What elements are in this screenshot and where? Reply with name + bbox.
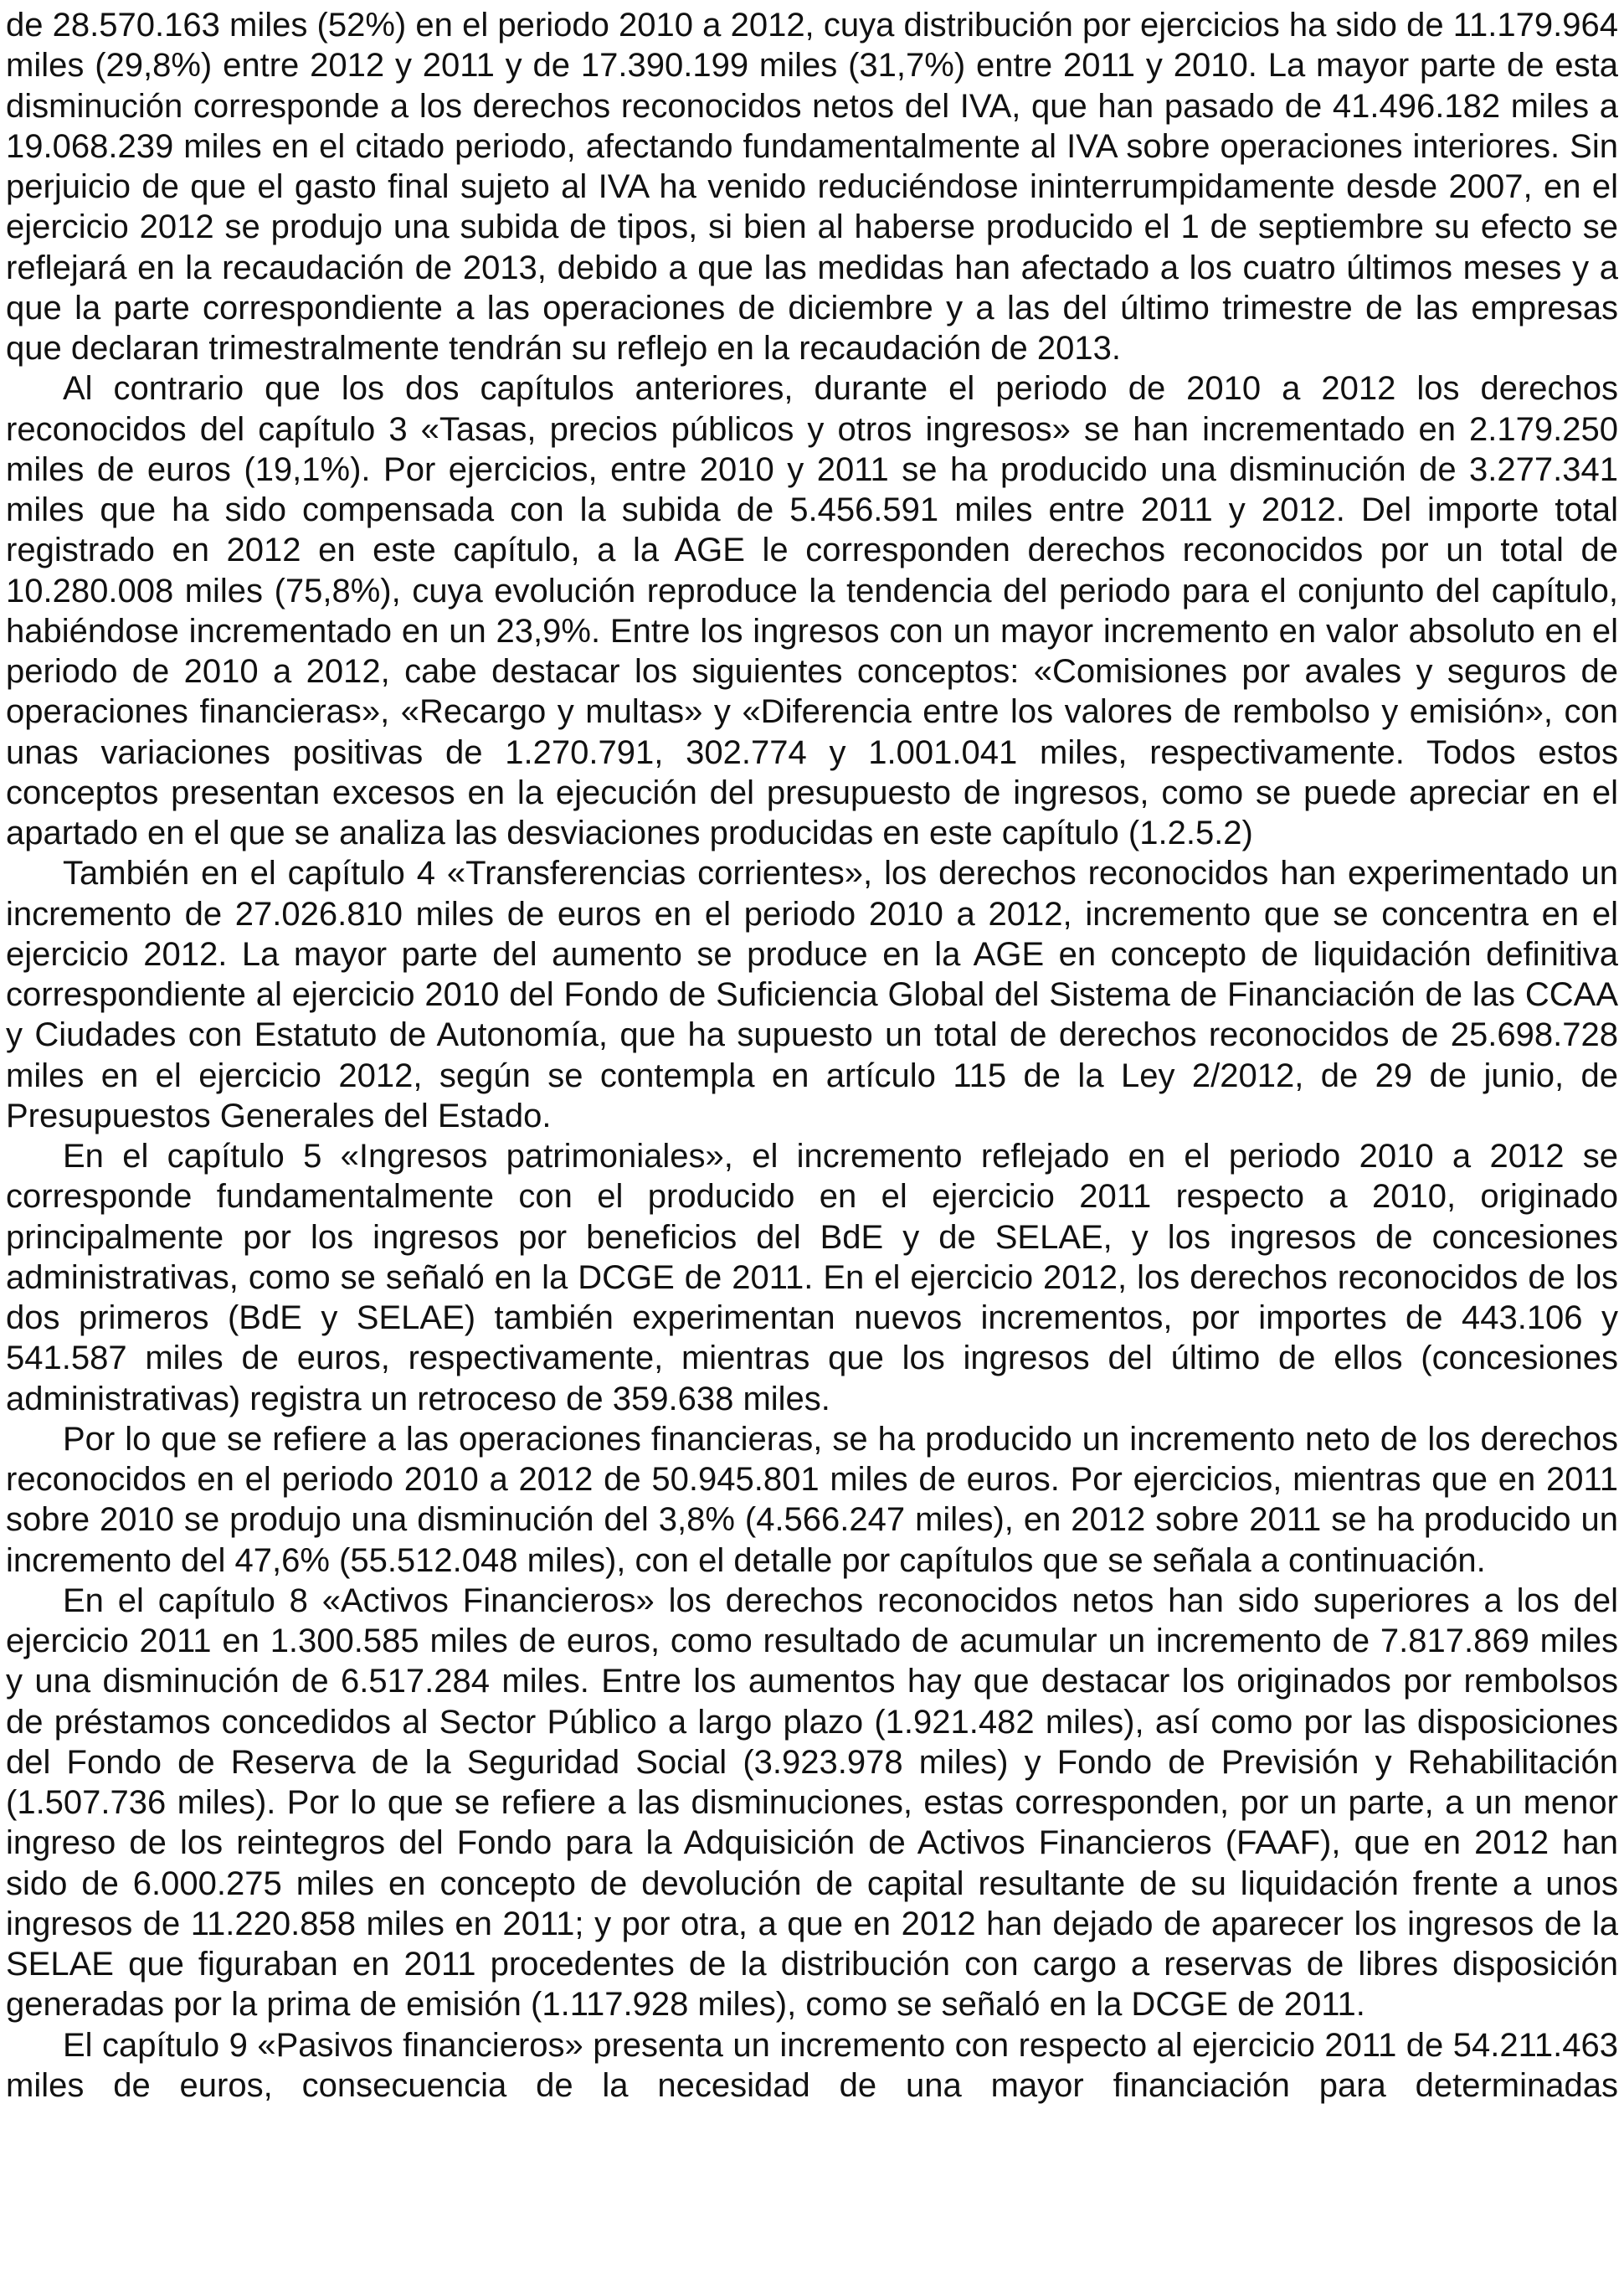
paragraph-chapter-9-liabilities: El capítulo 9 «Pasivos financieros» presenta un incremento con respecto al ejercicio 2011 de 54.211.463 miles de euros, consecuencia de la necesidad de una mayor financiación para determinadas: [6, 2026, 1618, 2104]
paragraph-chapter-3-fees: Al contrario que los dos capítulos anteriores, durante el periodo de 2010 a 2012 los derechos reconocidos del capítulo 3 «Tasas, precios públicos y otros ingresos» se han incrementado en 2.179.250 miles de euros (19,1%). Por ejercicios, entre 2010 y 2011 se ha producido una disminución de 3.277.341 miles que ha sido compensada con la subida de 5.456.591 miles entre 2011 y 2012. Del importe total registrado en 2012 en este capítulo, a la AGE le corresponden derechos reconocidos por un total de 10.280.008 miles (75,8%), cuya evolución reproduce la tendencia del periodo para el conjunto del capítulo, habiéndose incrementado en un 23,9%. Entre los ingresos con un mayor incremento en valor absoluto en el periodo de 2010 a 2012, cabe destacar los siguientes conceptos: «Comisiones por avales y seguros de operaciones financieras», «Recargo y multas» y «Diferencia entre los valores de rembolso y emisión», con unas variaciones positivas de 1.270.791, 302.774 y 1.001.041 miles, respectivamente. Todos estos conceptos presentan excesos en la ejecución del presupuesto de ingresos, como se puede apreciar en el apartado en el que se analiza las desviaciones producidas en este capítulo (1.2.5.2): [6, 370, 1618, 851]
paragraph-chapter-4-transfers: También en el capítulo 4 «Transferencias corrientes», los derechos reconocidos han experimentado un incremento de 27.026.810 miles de euros en el periodo 2010 a 2012, incremento que se concentra en el ejercicio 2012. La mayor parte del aumento se produce en la AGE en concepto de liquidación definitiva correspondiente al ejercicio 2010 del Fondo de Suficiencia Global del Sistema de Financiación de las CCAA y Ciudades con Estatuto de Autonomía, que ha supuesto un total de derechos reconocidos de 25.698.728 miles en el ejercicio 2012, según se contempla en artículo 115 de la Ley 2/2012, de 29 de junio, de Presupuestos Generales del Estado.: [6, 855, 1618, 1134]
paragraph-financial-operations: Por lo que se refiere a las operaciones financieras, se ha producido un incremento neto de los derechos reconocidos en el periodo 2010 a 2012 de 50.945.801 miles de euros. Por ejercicios, mientras que en 2011 sobre 2010 se produjo una disminución del 3,8% (4.566.247 miles), en 2012 sobre 2011 se ha producido un incremento del 47,6% (55.512.048 miles), con el detalle por capítulos que se señala a continuación.: [6, 1420, 1618, 1579]
document-page: [6, 5, 1618, 2291]
paragraph-chapter-8-assets: En el capítulo 8 «Activos Financieros» los derechos reconocidos netos han sido superiores a los del ejercicio 2011 en 1.300.585 miles de euros, como resultado de acumular un incremento de 7.817.869 miles y una disminución de 6.517.284 miles. Entre los aumentos hay que destacar los originados por rembolsos de préstamos concedidos al Sector Público a largo plazo (1.921.482 miles), así como por las disposiciones del Fondo de Reserva de la Seguridad Social (3.923.978 miles) y Fondo de Previsión y Rehabilitación (1.507.736 miles). Por lo que se refiere a las disminuciones, estas corresponden, por un parte, a un menor ingreso de los reintegros del Fondo para la Adquisición de Activos Financieros (FAAF), que en 2012 han sido de 6.000.275 miles en concepto de devolución de capital resultante de su liquidación frente a unos ingresos de 11.220.858 miles en 2011; y por otra, a que en 2012 han dejado de aparecer los ingresos de la SELAE que figuraban en 2011 procedentes de la distribución con cargo a reservas de libres disposición generadas por la prima de emisión (1.117.928 miles), como se señaló en la DCGE de 2011.: [6, 1582, 1618, 2024]
paragraph-chapter-5-patrimonial: En el capítulo 5 «Ingresos patrimoniales», el incremento reflejado en el periodo 2010 a 2012 se corresponde fundamentalmente con el producido en el ejercicio 2011 respecto a 2010, originado principalmente por los ingresos por beneficios del BdE y de SELAE, y los ingresos de concesiones administrativas, como se señaló en la DCGE de 2011. En el ejercicio 2012, los derechos reconocidos de los dos primeros (BdE y SELAE) también experimentan nuevos incrementos, por importes de 443.106 y 541.587 miles de euros, respectivamente, mientras que los ingresos del último de ellos (concesiones administrativas) registra un retroceso de 359.638 miles.: [6, 1138, 1618, 1417]
paragraph-iva-decrease: de 28.570.163 miles (52%) en el periodo 2010 a 2012, cuya distribución por ejercicios ha sido de 11.179.964 miles (29,8%) entre 2012 y 2011 y de 17.390.199 miles (31,7%) entre 2011 y 2010. La mayor parte de esta disminución corresponde a los derechos reconocidos netos del IVA, que han pasado de 41.496.182 miles a 19.068.239 miles en el citado periodo, afectando fundamentalmente al IVA sobre operaciones interiores. Sin perjuicio de que el gasto final sujeto al IVA ha venido reduciéndose ininterrumpidamente desde 2007, en el ejercicio 2012 se produjo una subida de tipos, si bien al haberse producido el 1 de septiembre su efecto se reflejará en la recaudación de 2013, debido a que las medidas han afectado a los cuatro últimos meses y a que la parte correspondiente a las operaciones de diciembre y a las del último trimestre de las empresas que declaran trimestralmente tendrán su reflejo en la recaudación de 2013.: [6, 7, 1618, 367]
